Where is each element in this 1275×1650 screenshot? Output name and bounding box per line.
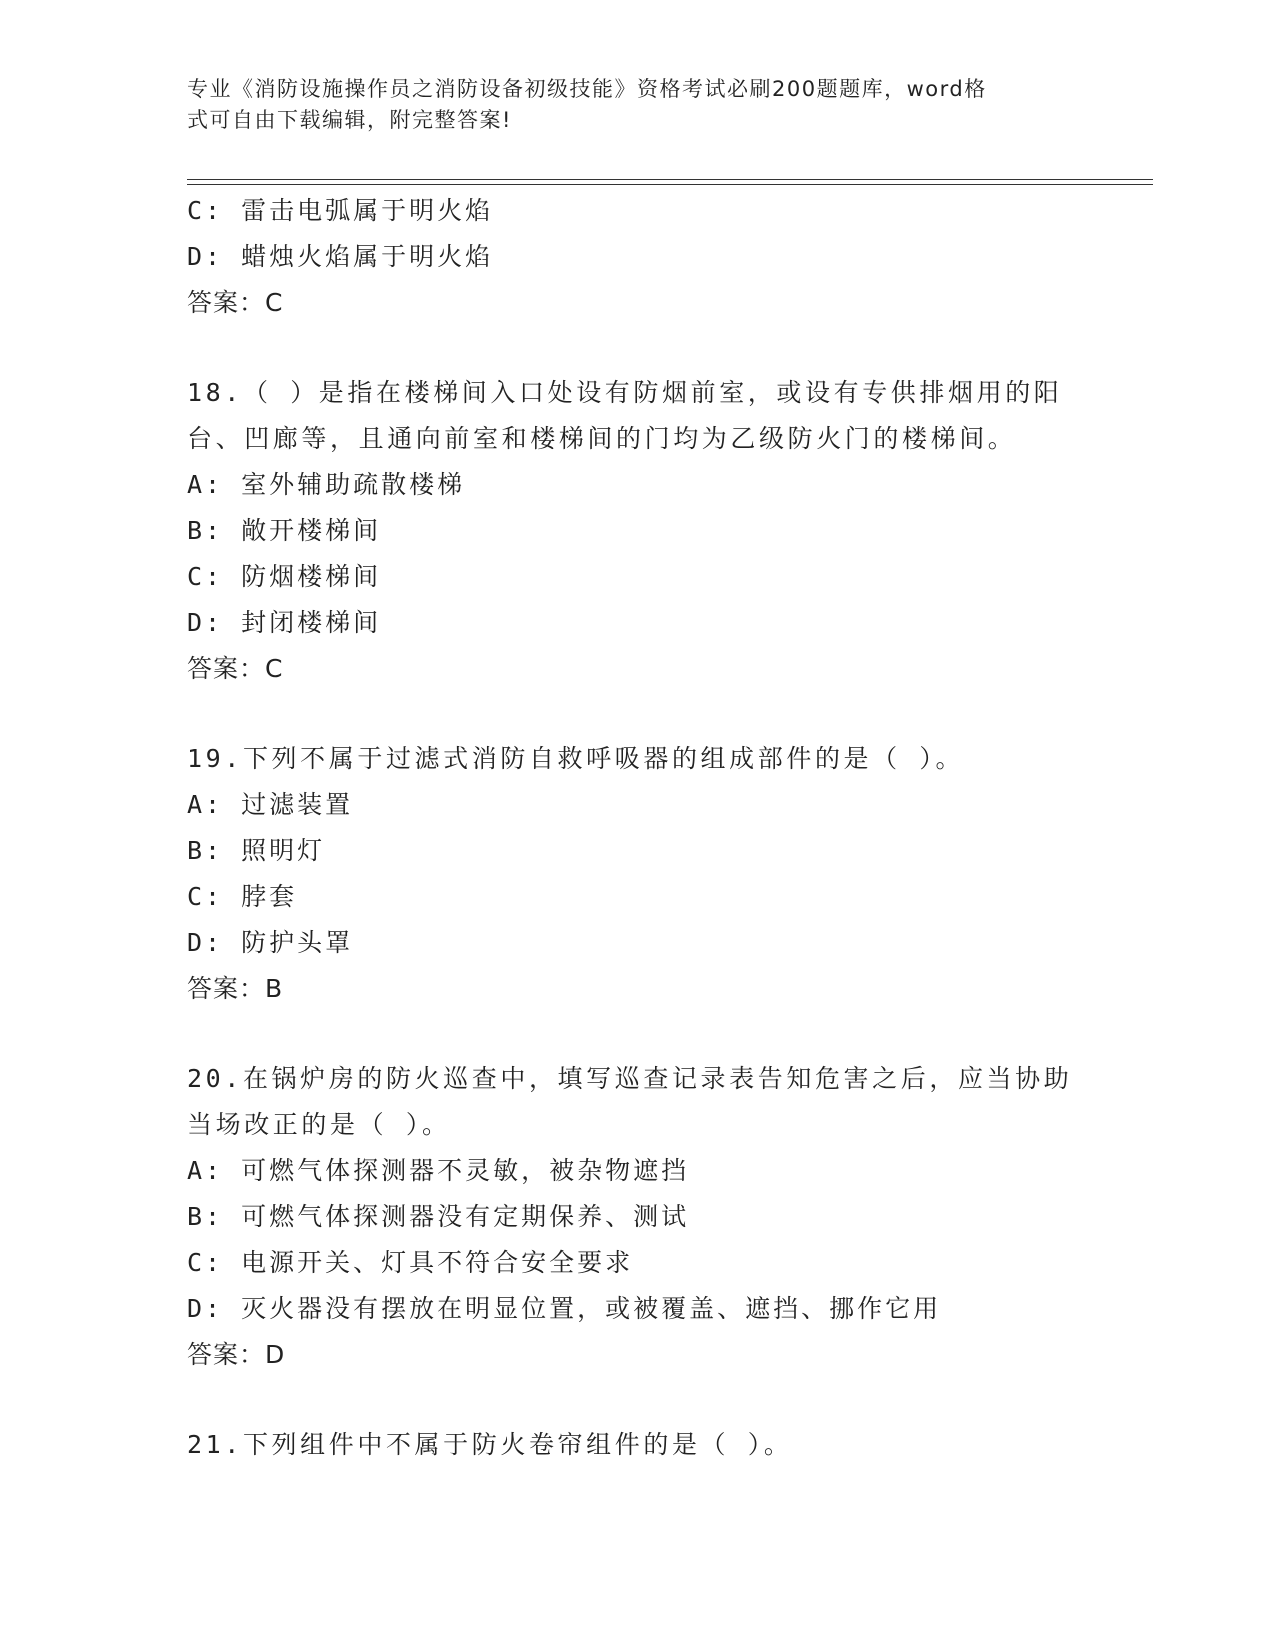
header-divider-top bbox=[187, 179, 1153, 180]
question-stem: 18.（ ）是指在楼梯间入口处设有防烟前室，或设有专供排烟用的阳 bbox=[187, 378, 1063, 407]
question-18 bbox=[187, 370, 1087, 692]
question-stem: 20.在锅炉房的防火巡查中，填写巡查记录表告知危害之后，应当协助 bbox=[187, 1064, 1073, 1093]
option-c: C: 脖套 bbox=[187, 882, 298, 911]
option-d: D: 蜡烛火焰属于明火焰 bbox=[187, 242, 494, 271]
question-17-continuation bbox=[187, 188, 1087, 326]
answer: 答案：B bbox=[187, 974, 284, 1003]
answer: 答案：C bbox=[187, 654, 284, 683]
option-a: A: 过滤装置 bbox=[187, 790, 354, 819]
header-divider-bottom bbox=[187, 184, 1153, 185]
question-stem: 21.下列组件中不属于防火卷帘组件的是（ ）。 bbox=[187, 1430, 793, 1459]
option-a: A: 室外辅助疏散楼梯 bbox=[187, 470, 466, 499]
question-stem: 台、凹廊等，且通向前室和楼梯间的门均为乙级防火门的楼梯间。 bbox=[187, 424, 1017, 453]
option-d: D: 灭火器没有摆放在明显位置，或被覆盖、遮挡、挪作它用 bbox=[187, 1294, 942, 1323]
question-21 bbox=[187, 1422, 1087, 1468]
header-line-2: 式可自由下载编辑，附完整答案! bbox=[187, 108, 512, 132]
question-19 bbox=[187, 736, 1087, 1012]
option-b: B: 敞开楼梯间 bbox=[187, 516, 382, 545]
question-stem: 19.下列不属于过滤式消防自救呼吸器的组成部件的是（ ）。 bbox=[187, 744, 965, 773]
option-c: C: 防烟楼梯间 bbox=[187, 562, 382, 591]
option-b: B: 照明灯 bbox=[187, 836, 326, 865]
page-header bbox=[187, 74, 1067, 136]
option-a: A: 可燃气体探测器不灵敏，被杂物遮挡 bbox=[187, 1156, 690, 1185]
answer: 答案：C bbox=[187, 288, 284, 317]
option-d: D: 防护头罩 bbox=[187, 928, 354, 957]
question-20 bbox=[187, 1056, 1087, 1378]
option-c: C: 雷击电弧属于明火焰 bbox=[187, 196, 494, 225]
question-stem: 当场改正的是（ ）。 bbox=[187, 1110, 451, 1139]
question-content bbox=[187, 188, 1087, 1468]
option-d: D: 封闭楼梯间 bbox=[187, 608, 382, 637]
option-b: B: 可燃气体探测器没有定期保养、测试 bbox=[187, 1202, 690, 1231]
answer: 答案：D bbox=[187, 1340, 286, 1369]
header-line-1: 专业《消防设施操作员之消防设备初级技能》资格考试必刷200题题库，word格 bbox=[187, 77, 987, 101]
option-c: C: 电源开关、灯具不符合安全要求 bbox=[187, 1248, 634, 1277]
